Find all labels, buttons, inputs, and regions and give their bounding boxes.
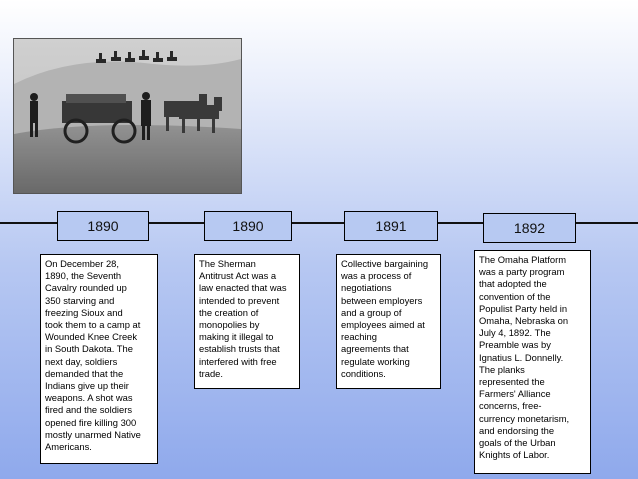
photo-scene-image	[14, 39, 241, 193]
historical-photo	[13, 38, 242, 194]
year-label-3: 1891	[344, 211, 438, 241]
event-description-wounded-knee: On December 28, 1890, the Seventh Cavalry rounded up 350 starving and freezing Sioux and took them to a camp at Wounded Knee Creek in South Dakota. The next day, soldiers demanded that the Indians give up their weapons. A shot was fired and the soldiers opened fire killing 300 mostly unarmed Native Americans.	[40, 254, 158, 464]
event-description-sherman-antitrust: The Sherman Antitrust Act was a law enacted that was intended to prevent the creation of monopolies by making it illegal to establish trusts that interfered with free trade.	[194, 254, 300, 389]
event-description-collective-bargaining: Collective bargaining was a process of negotiations between employers and a group of employees aimed at reaching agreements that regulate working conditions.	[336, 254, 441, 389]
year-label-2: 1890	[204, 211, 292, 241]
year-label-1: 1890	[57, 211, 149, 241]
event-description-omaha-platform: The Omaha Platform was a party program that adopted the convention of the Populist Party held in Omaha, Nebraska on July 4, 1892. The Preamble was by Ignatius L. Donnelly. The planks represented the Farmers' Alliance concerns, free- currency monetarism, and endorsing the goals of the Urban Knights of Labor.	[474, 250, 591, 474]
year-label-4: 1892	[483, 213, 576, 243]
